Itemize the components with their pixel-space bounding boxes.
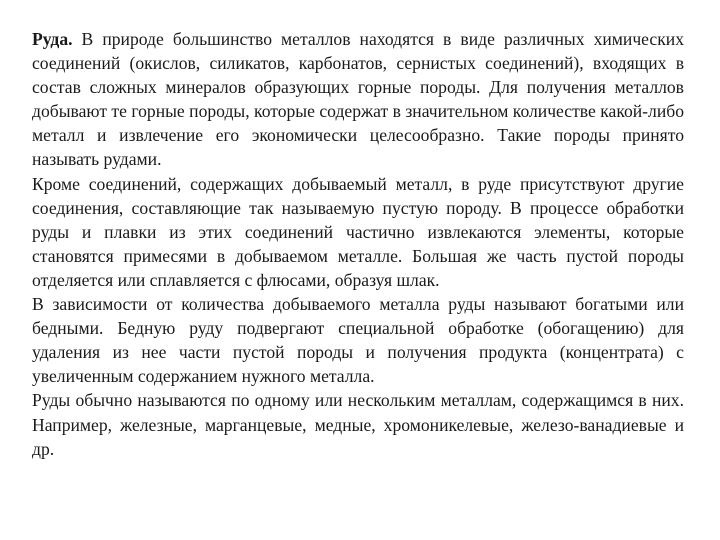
paragraph-text: В зависимости от количества добываемого металла руды называют богатыми или бедными. Бедную руду подвергают специальной обработке (обогащению) для удаления из нее части пустой породы и получения продукта (концентрата) с увеличенным содержанием нужного металла. <box>32 294 684 387</box>
paragraph-ore-definition <box>32 27 684 172</box>
paragraph-ore-grade <box>32 292 684 388</box>
term-ore: Руда. <box>32 29 73 49</box>
paragraph-ore-naming <box>32 388 684 460</box>
paragraph-text: Руды обычно называются по одному или нескольким металлам, содержащимся в них. Например, железные, марганцевые, медные, хромоникелевые, железо-ванадиевые и др. <box>32 390 684 459</box>
paragraph-gangue <box>32 172 684 292</box>
document-body <box>32 27 684 461</box>
paragraph-text: В природе большинство металлов находятся в виде различных химических соединений (окислов, силикатов, карбонатов, сернистых соединений), входящих в состав сложных минералов образующих горные породы. Для получения металлов добывают те горные породы, которые содержат в значительном количестве какой-либо металл и извлечение его экономически целесообразно. Такие породы принято называть рудами. <box>32 29 684 170</box>
paragraph-text: Кроме соединений, содержащих добываемый металл, в руде присутствуют другие соединения, составляющие так называемую пустую породу. В процессе обработки руды и плавки из этих соединений частично извлекаются элементы, которые становятся примесями в добываемом металле. Большая же часть пустой породы отделяется или сплавляется с флюсами, образуя шлак. <box>32 173 684 290</box>
